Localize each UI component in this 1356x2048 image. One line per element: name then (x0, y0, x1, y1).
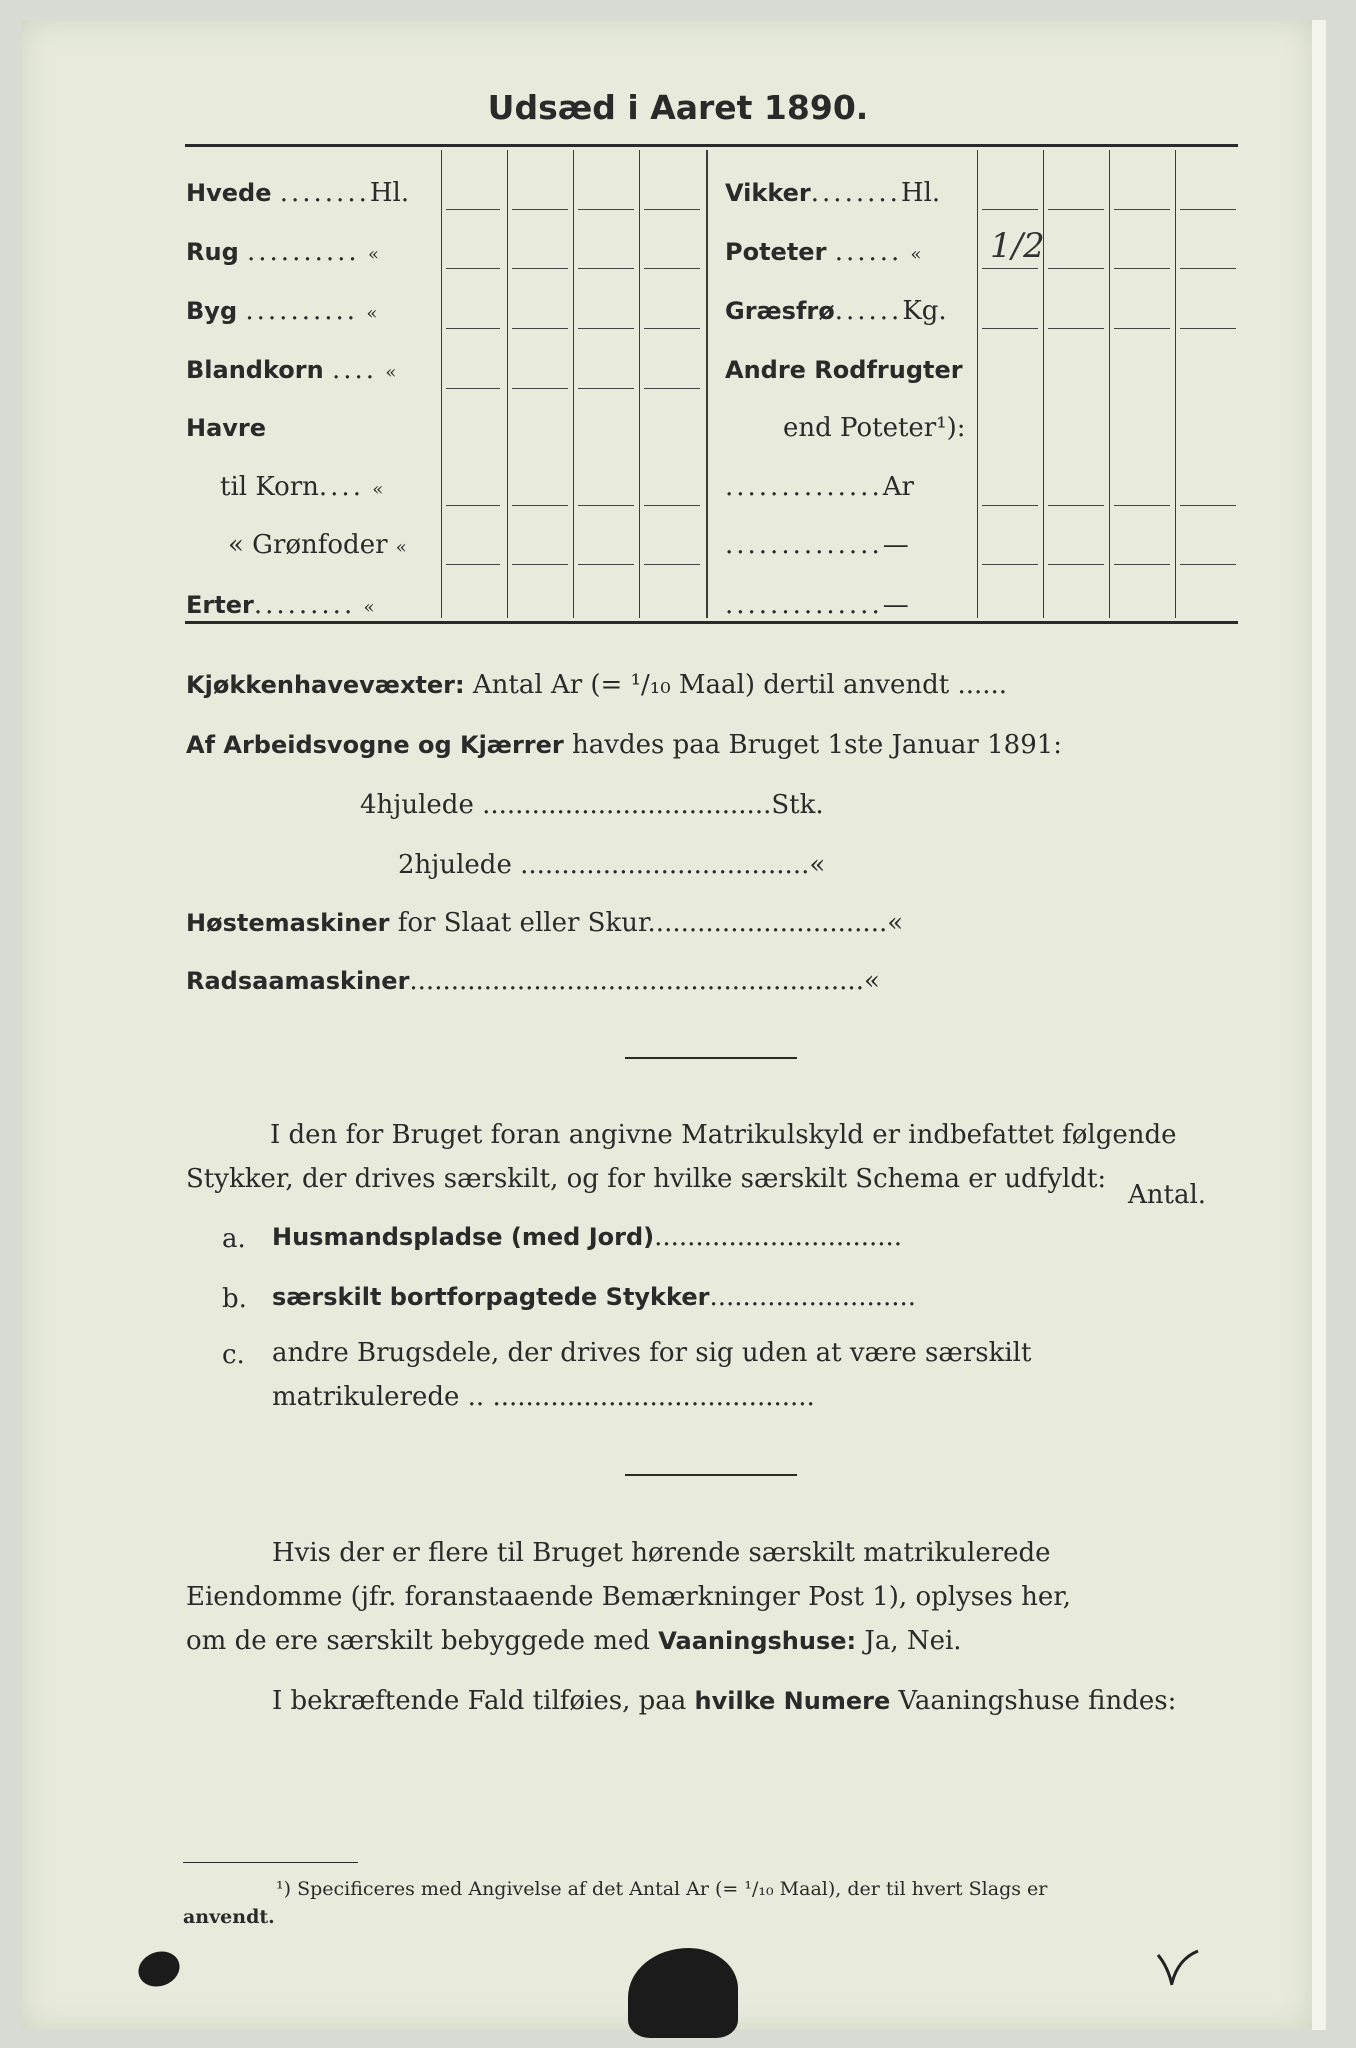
table-row (725, 530, 909, 560)
final-p3-bold: Vaaningshuse: (658, 1627, 857, 1655)
cell-line (512, 388, 568, 389)
cell-line (1180, 505, 1236, 506)
row-unit: « (363, 597, 375, 618)
row-unit: Hl. (900, 178, 941, 208)
item-a-letter: a. (222, 1224, 246, 1254)
row-unit: Ar (882, 472, 914, 502)
final-p2: Eiendomme (jfr. foranstaaende Bemærkninger Post 1), oplyses her, (186, 1582, 1072, 1612)
cell-line (644, 388, 700, 389)
cell-line (1180, 328, 1236, 329)
table-top-rule (185, 144, 1238, 147)
row-name: Erter (186, 591, 254, 619)
row-dots: .............. (725, 530, 883, 560)
cell-line (578, 388, 634, 389)
final-p3-options: Ja, Nei. (864, 1626, 962, 1656)
cell-line (446, 505, 500, 506)
cell-line (1180, 209, 1236, 210)
col-rule (573, 150, 574, 618)
table-row (220, 472, 383, 502)
hostemaskiner-line (186, 908, 903, 938)
final-p3-text: om de ere særskilt bebyggede med (186, 1626, 651, 1656)
cell-line (982, 564, 1038, 565)
item-a (272, 1222, 902, 1252)
matrikul-p1: I den for Bruget foran angivne Matrikulskyld er indbefattet følgende (270, 1120, 1177, 1150)
row-dots: ...... (834, 296, 903, 326)
radsaamaskiner-text: .......................................................« (409, 966, 880, 996)
kjokkenhave-line (186, 670, 1007, 700)
row-dots: .......... (245, 296, 359, 326)
row-name: Poteter (725, 238, 827, 266)
paper-edge (1312, 20, 1326, 2030)
cell-line (512, 268, 568, 269)
section-divider (625, 1057, 797, 1059)
cell-line (578, 268, 634, 269)
cell-line (578, 564, 634, 565)
cell-line (982, 268, 1038, 269)
cell-line (512, 209, 568, 210)
row-dots: ........ (279, 178, 370, 208)
antal-label: Antal. (1128, 1180, 1207, 1210)
row-unit: « (395, 537, 407, 558)
page-title: Udsæd i Aaret 1890. (487, 88, 869, 127)
col-rule (441, 150, 442, 618)
row-unit: « (367, 244, 379, 265)
item-b-letter: b. (222, 1284, 247, 1314)
row-dots: .............. (725, 472, 883, 502)
row-name: Vikker (725, 179, 811, 207)
arbeidsvogne-text: havdes paa Bruget 1ste Januar 1891: (572, 730, 1063, 760)
row-unit: Kg. (902, 296, 947, 326)
row-dots: ........ (810, 178, 901, 208)
cell-line (512, 564, 568, 565)
row-name: Blandkorn (186, 356, 324, 384)
footnote-rule (183, 1862, 358, 1863)
cell-line (644, 328, 700, 329)
table-row (725, 296, 947, 326)
cell-line (1180, 268, 1236, 269)
cell-line (446, 209, 500, 210)
col-rule (977, 150, 978, 618)
final-p4-bold: hvilke Numere (694, 1687, 891, 1715)
col-rule (507, 150, 508, 618)
row-name: Byg (186, 297, 238, 325)
table-bottom-rule (185, 621, 1238, 624)
item-c-line1: andre Brugsdele, der drives for sig uden at være særskilt (272, 1338, 1032, 1368)
row-name: Græsfrø (725, 297, 835, 325)
row-name: « Grønfoder (228, 530, 388, 560)
final-p4 (272, 1686, 1176, 1716)
row-dots: .......... (247, 237, 360, 267)
cell-line (1048, 328, 1104, 329)
cell-line (1048, 564, 1104, 565)
final-p4-end: Vaaningshuse findes: (898, 1686, 1177, 1716)
cell-line (644, 564, 700, 565)
cell-line (982, 209, 1038, 210)
final-p3 (186, 1626, 962, 1656)
row-unit: « (385, 362, 397, 383)
table-row (186, 296, 377, 326)
col-divider (706, 150, 708, 618)
row-dots: ...... (834, 237, 903, 267)
item-c-dots: ....................................... (492, 1382, 815, 1412)
row-unit: — (882, 530, 909, 560)
hjulede-4-line: 4hjulede ...................................Stk. (360, 790, 824, 820)
table-row (186, 413, 266, 443)
cell-line (446, 388, 500, 389)
col-rule (1043, 150, 1044, 618)
row-dots: .... (318, 472, 364, 502)
footnote-line2: anvendt. (183, 1906, 275, 1928)
col-rule (1109, 150, 1110, 618)
cell-line (446, 328, 500, 329)
cell-line (1114, 209, 1170, 210)
handwritten-potatoes-value: 1/2 (990, 226, 1045, 266)
row-unit: — (882, 590, 909, 620)
cell-line (1114, 505, 1170, 506)
col-rule (1175, 150, 1176, 618)
table-row (725, 178, 940, 208)
row-dots: .............. (725, 590, 883, 620)
cell-line (512, 328, 568, 329)
cell-line (512, 505, 568, 506)
cell-line (446, 268, 500, 269)
cell-line (578, 328, 634, 329)
cell-line (1114, 268, 1170, 269)
item-a-label: Husmandspladse (med Jord) (272, 1223, 655, 1251)
table-row (725, 590, 909, 620)
final-p1: Hvis der er flere til Bruget hørende særskilt matrikulerede (272, 1538, 1051, 1568)
hostemaskiner-text: for Slaat eller Skur.............................« (397, 908, 904, 938)
item-b-label: særskilt bortforpagtede Stykker (272, 1283, 710, 1311)
row-name: Rug (186, 238, 239, 266)
cell-line (982, 505, 1038, 506)
cell-line (1048, 505, 1104, 506)
row-unit: « (910, 244, 922, 265)
radsaamaskiner-line (186, 966, 880, 996)
table-row (186, 590, 375, 620)
table-row (186, 237, 379, 267)
pencil-mark (1150, 1935, 1210, 1995)
cell-line (578, 209, 634, 210)
row-dots: ......... (253, 590, 356, 620)
cell-line (1114, 564, 1170, 565)
row-unit: « (372, 479, 384, 500)
cell-line (1180, 564, 1236, 565)
row-unit: « (366, 303, 378, 324)
item-c-text2: matrikulerede .. (272, 1382, 485, 1412)
item-a-dots: .............................. (654, 1222, 903, 1252)
row-name: til Korn (220, 472, 319, 502)
table-row (783, 413, 966, 443)
radsaamaskiner-label: Radsaamaskiner (186, 967, 410, 995)
row-name: Havre (186, 414, 267, 442)
hjulede-2-line: 2hjulede ...................................« (398, 850, 826, 880)
cell-line (446, 564, 500, 565)
table-row (725, 237, 922, 267)
kjokkenhave-label: Kjøkkenhavevæxter: (186, 671, 465, 699)
matrikul-p2: Stykker, der drives særskilt, og for hvilke særskilt Schema er udfyldt: (186, 1164, 1107, 1194)
item-b (272, 1282, 916, 1312)
cell-line (1048, 209, 1104, 210)
arbeidsvogne-label: Af Arbeidsvogne og Kjærrer (186, 731, 564, 759)
col-rule (639, 150, 640, 618)
cell-line (982, 328, 1038, 329)
cell-line (644, 268, 700, 269)
item-c-line2 (272, 1382, 815, 1412)
cell-line (1114, 328, 1170, 329)
table-row (725, 355, 963, 385)
row-unit: Hl. (369, 178, 410, 208)
row-name: Hvede (186, 179, 272, 207)
footnote-line1: ¹) Specificeres med Angivelse af det Antal Ar (= ¹/₁₀ Maal), der til hvert Slags er (276, 1878, 1048, 1900)
cell-line (1048, 268, 1104, 269)
cell-line (644, 209, 700, 210)
table-row (186, 355, 396, 385)
row-name: end Poteter¹): (783, 413, 966, 443)
table-row (228, 530, 407, 560)
hostemaskiner-label: Høstemaskiner (186, 909, 390, 937)
kjokkenhave-text: Antal Ar (= ¹/₁₀ Maal) dertil anvendt ...... (472, 670, 1008, 700)
cell-line (578, 505, 634, 506)
row-dots: .... (331, 355, 378, 385)
table-row (725, 472, 914, 502)
row-name: Andre Rodfrugter (725, 356, 963, 384)
arbeidsvogne-line (186, 730, 1062, 760)
section-divider (625, 1474, 797, 1476)
cell-line (644, 505, 700, 506)
final-p4-text: I bekræftende Fald tilføies, paa (272, 1686, 687, 1716)
item-c-letter: c. (222, 1340, 245, 1370)
table-row (186, 178, 409, 208)
item-b-dots: ......................... (709, 1282, 917, 1312)
